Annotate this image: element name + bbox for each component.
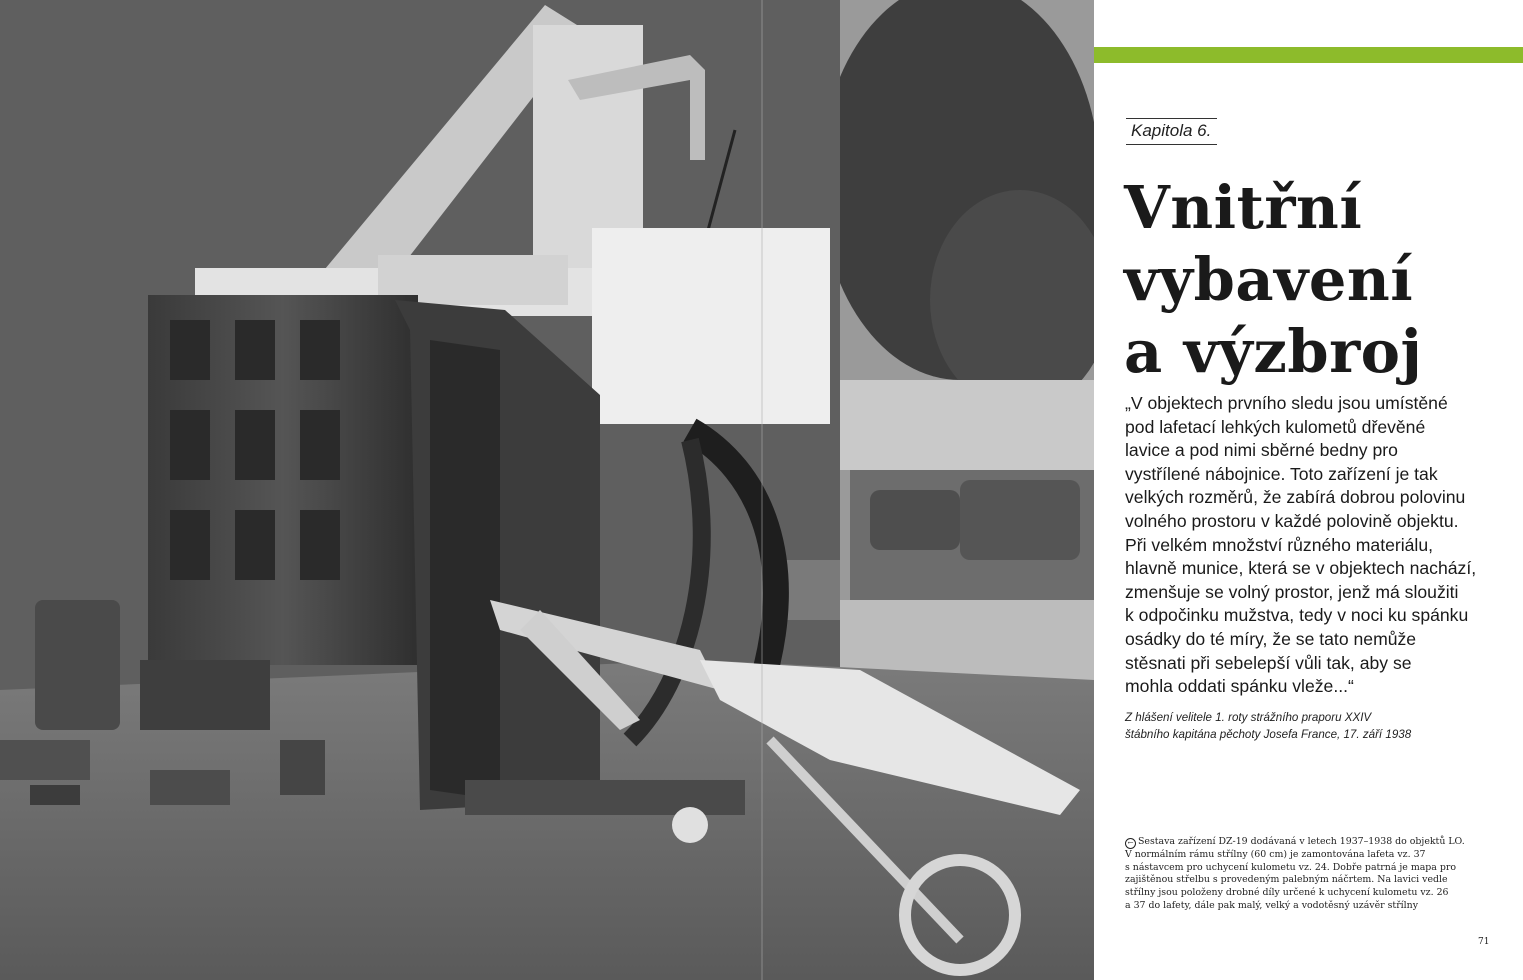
source-line: štábního kapitána pěchoty Josefa France, 17. září 1938 [1125,728,1412,741]
caption-line: a 37 do lafety, dále pak malý, velký a vodotěsný uzávěr střílny [1125,899,1419,911]
caption-line [1125,836,1515,849]
photo-caption [1125,836,1515,913]
quote-line: stěsnati při sebelepší vůli tak, aby se [1125,652,1412,673]
title-line: Vnitřní [1124,173,1363,242]
quote-line: volného prostoru v každé polovině objektu. [1125,510,1459,531]
quote-line: osádky do té míry, že se tato nemůže [1125,628,1417,649]
quote-line: lavice a pod nimi sběrné bedny pro [1125,440,1398,461]
chapter-label: Kapitola 6. [1126,118,1217,145]
caption-line: V normálním rámu střílny (60 cm) je zamontována lafeta vz. 37 [1125,849,1426,860]
chapter-title [1124,172,1514,388]
quote-line: k odpočinku mužstva, tedy v noci ku spánku [1125,605,1469,626]
caption-line: s nástavcem pro uchycení kulometu vz. 24. Dobře patrná je mapa pro [1125,861,1456,873]
quote-line: mohla oddati spánku vleže...“ [1125,676,1354,697]
caption-line: střílny jsou položeny drobné díly určené k uchycení kulometu vz. 26 [1125,887,1449,899]
page-number: 71 [1478,937,1490,947]
title-line: vybavení [1124,245,1414,314]
caption-line: zajištěnou střelbu s provedeným palebným náčrtem. Na lavici vedle [1125,874,1448,886]
quote-line: hlavně munice, která se v objektech nachází, [1125,558,1477,579]
title-line: a výzbroj [1124,317,1423,386]
quote-line: zmenšuje se volný prostor, jenž má sloužiti [1125,581,1459,602]
text-column [1094,0,1523,980]
quote-source [1125,709,1515,743]
quote-block [1125,392,1515,699]
source-line: Z hlášení velitele 1. roty strážního praporu XXIV [1125,711,1372,724]
quote-line: vystřílené nábojnice. Toto zařízení je tak [1125,463,1438,484]
arrow-left-circle-icon: ← [1125,838,1136,849]
quote-line: velkých rozměrů, že zabírá dobrou polovinu [1125,487,1466,508]
quote-line: Při velkém množství různého materiálu, [1125,534,1434,555]
accent-bar [1094,47,1523,63]
caption-text: Sestava zařízení DZ-19 dodávaná v letech 1937–1938 do objektů LO. [1138,836,1465,847]
quote-line: „V objektech prvního sledu jsou umístěné [1125,393,1448,413]
quote-line: pod lafetací lehkých kulometů dřevěné [1125,416,1426,437]
